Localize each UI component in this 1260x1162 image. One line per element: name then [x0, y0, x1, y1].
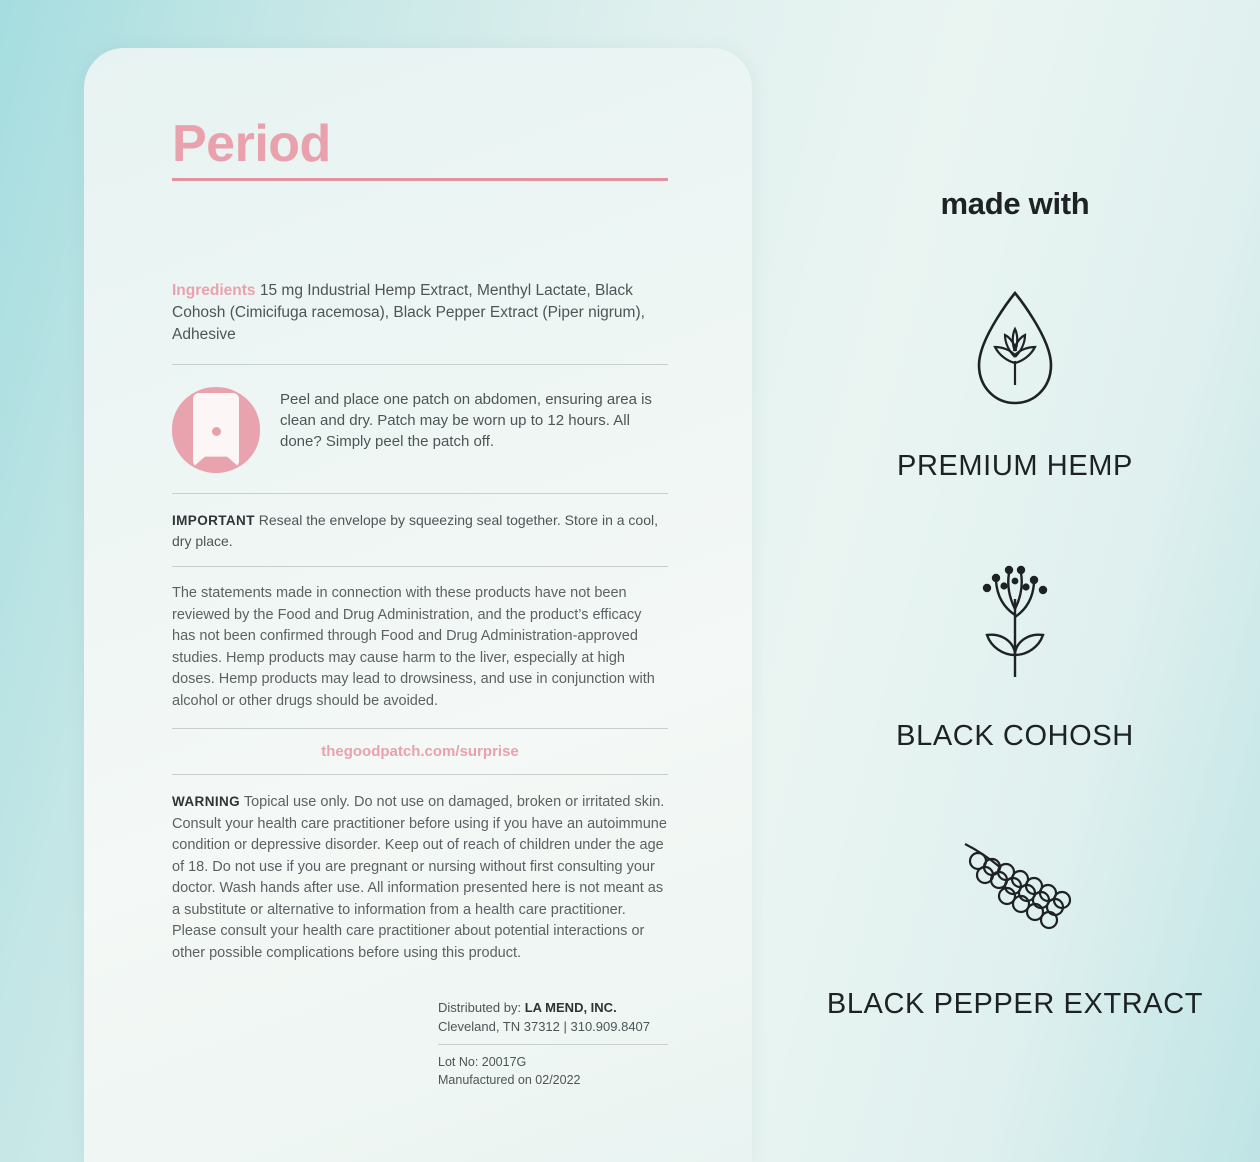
warning-text: Topical use only. Do not use on damaged, broken or irritated skin. Consult your health care practitioner before using if you have an autoimmune condition or depressive disorder. Keep out of reach of children under the age of 18. Do not use if you are pregnant or nursing without first consulting your doctor. Wash hands after use. All information presented here is not meant as a substitute or alternative to information from a health care practitioner. Please consult your health care practitioner about potential interactions or other possible complications before using this product. — [172, 794, 667, 961]
hemp-leaf-droplet-icon — [800, 288, 1230, 416]
fda-disclaimer-text: The statements made in connection with these products have not been reviewed by the Food and Drug Administration, and the product’s efficacy has not been confirmed through Food and Drug Administration-approved studies. Hemp products may cause harm to the liver, especially at high doses. Hemp products may lead to drowsiness, and use in conjunction with alcohol or other drugs should be avoided. — [172, 585, 655, 709]
label-content — [172, 280, 668, 1089]
website-url-block[interactable] — [172, 729, 668, 774]
distributed-by-label: Distributed by: — [438, 1000, 522, 1015]
lot-number: Lot No: 20017G — [438, 1055, 527, 1069]
divider-6 — [438, 1044, 668, 1045]
directions-text: Peel and place one patch on abdomen, ensuring area is clean and dry. Patch may be worn up to 12 hours. All done? Simply peel the patch off. — [280, 391, 652, 450]
distributor-address: Cleveland, TN 37312 | 310.909.8407 — [438, 1019, 651, 1034]
manufactured-date: Manufactured on 02/2022 — [438, 1073, 581, 1087]
distributor-company: LA MEND, INC. — [524, 1000, 617, 1015]
warning-label: WARNING — [172, 794, 241, 809]
important-text: Reseal the envelope by squeezing seal together. Store in a cool, dry place. — [172, 512, 659, 549]
made-with-panel — [800, 0, 1230, 1162]
warning-block — [172, 775, 668, 972]
made-with-item-pepper — [800, 826, 1230, 1024]
page-title: Period — [172, 115, 331, 173]
directions-block — [172, 365, 668, 493]
made-with-heading: made with — [940, 186, 1090, 221]
black-pepper-cluster-icon — [800, 826, 1230, 954]
made-with-caption: BLACK COHOSH — [896, 720, 1134, 752]
distributor-block — [438, 998, 668, 1089]
product-label-card — [84, 48, 752, 1162]
patch-illustration-icon — [172, 387, 260, 473]
black-cohosh-plant-icon — [800, 558, 1230, 686]
ingredients-block — [172, 280, 668, 346]
important-block — [172, 494, 668, 566]
title-underline — [172, 178, 668, 181]
important-label: IMPORTANT — [172, 513, 255, 528]
made-with-item-cohosh — [800, 558, 1230, 756]
made-with-caption: PREMIUM HEMP — [897, 450, 1133, 482]
ingredients-text: 15 mg Industrial Hemp Extract, Menthyl Lactate, Black Cohosh (Cimicifuga racemosa), Black Pepper Extract (Piper nigrum), Adhesive — [172, 282, 645, 343]
ingredients-label: Ingredients — [172, 282, 256, 299]
made-with-caption: BLACK PEPPER EXTRACT — [826, 988, 1204, 1020]
made-with-item-hemp — [800, 288, 1230, 486]
website-url-link[interactable]: thegoodpatch.com/surprise — [321, 743, 519, 760]
